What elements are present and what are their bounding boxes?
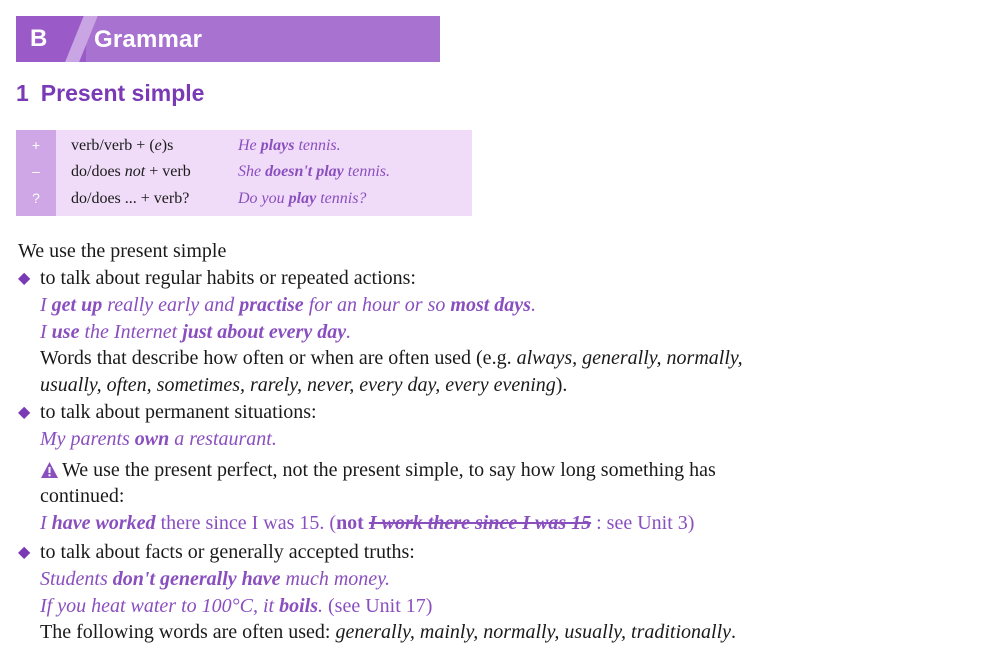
example-sentence: Students don't generally have much money. — [40, 568, 390, 591]
warning-note-cont: continued: — [40, 485, 125, 508]
frequency-note: usually, often, sometimes, rarely, never, every day, every evening). — [40, 373, 568, 396]
warning-note: We use the present perfect, not the present simple, to say how long something has — [18, 457, 978, 484]
example-sentence: I use the Internet just about every day. — [40, 320, 352, 343]
diamond-bullet-icon: ◆ — [18, 403, 31, 421]
section-title — [16, 80, 204, 107]
section-title-text: Present simple — [40, 80, 205, 106]
form-text: do/does ... + verb? — [71, 190, 190, 207]
frequency-note: Words that describe how often or when are often used (e.g. always, generally, normally, — [40, 347, 743, 370]
example-sentence: I have worked there since I was 15. (not I work there since I was 15 : see Unit 3) — [40, 511, 695, 534]
form-text: verb/verb + (e)s — [71, 137, 174, 154]
form-text: do/does not + verb — [71, 163, 191, 180]
frequency-note: The following words are often used: generally, mainly, normally, usually, traditionally. — [40, 621, 737, 644]
form-row-positive — [16, 134, 472, 160]
form-table — [16, 130, 472, 216]
bullet-habits: ◆ to talk about regular habits or repeated actions: — [18, 265, 978, 293]
intro-text: We use the present simple — [18, 240, 227, 262]
form-row-question — [16, 187, 472, 213]
example-sentence: If you heat water to 100°C, it boils. (see Unit 17) — [40, 594, 433, 617]
section-number: 1 — [16, 80, 29, 106]
header-title: Grammar — [94, 26, 203, 53]
form-example: He plays tennis. — [238, 137, 341, 154]
negative-symbol: – — [32, 163, 40, 179]
form-row-negative — [16, 160, 472, 186]
warning-triangle-icon — [40, 457, 62, 484]
header-letter: B — [30, 25, 48, 52]
form-example: Do you play tennis? — [238, 190, 367, 207]
question-symbol: ? — [32, 190, 40, 206]
example-sentence: I get up really early and practise for an hour or so most days. — [40, 294, 536, 317]
diamond-bullet-icon: ◆ — [18, 543, 31, 561]
form-example: She doesn't play tennis. — [238, 163, 390, 180]
bullet-facts: ◆ to talk about facts or generally accepted truths: — [18, 539, 978, 567]
example-sentence: My parents own a restaurant. — [40, 428, 277, 451]
diamond-bullet-icon: ◆ — [18, 269, 31, 287]
section-header — [16, 16, 440, 62]
explanation-body — [18, 238, 978, 646]
positive-symbol: + — [31, 137, 41, 153]
bullet-permanent: ◆ to talk about permanent situations: — [18, 399, 978, 427]
